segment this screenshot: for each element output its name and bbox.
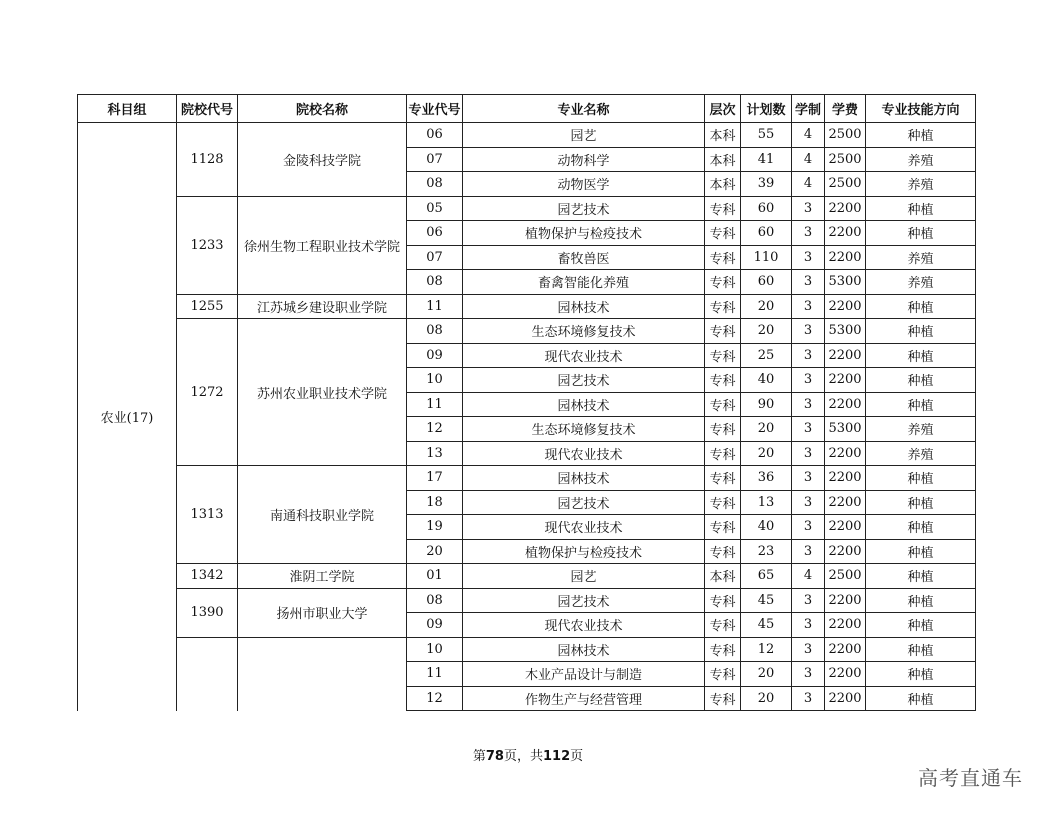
years-cell: 4 [792,147,825,172]
school-name-cell [238,637,407,711]
skill-direction-cell: 养殖 [866,172,976,197]
school-code-cell: 1390 [177,588,238,637]
plan-count-cell: 20 [741,686,792,711]
header-tuition: 学费 [825,95,866,123]
major-name-cell: 植物保护与检疫技术 [463,221,705,246]
skill-direction-cell: 种植 [866,515,976,540]
major-code-cell: 12 [407,686,463,711]
header-level: 层次 [705,95,741,123]
plan-count-cell: 90 [741,392,792,417]
major-name-cell: 植物保护与检疫技术 [463,539,705,564]
level-cell: 专科 [705,662,741,687]
tuition-cell: 2200 [825,221,866,246]
skill-direction-cell: 种植 [866,196,976,221]
years-cell: 3 [792,539,825,564]
header-row [78,95,976,123]
major-code-cell: 08 [407,270,463,295]
years-cell: 3 [792,221,825,246]
header-school-name: 院校名称 [238,95,407,123]
table-row [78,588,976,613]
major-code-cell: 08 [407,588,463,613]
major-code-cell: 13 [407,441,463,466]
major-code-cell: 11 [407,392,463,417]
major-code-cell: 11 [407,662,463,687]
footer-suffix: 页 [570,749,584,764]
skill-direction-cell: 种植 [866,123,976,148]
tuition-cell: 2200 [825,686,866,711]
header-major-name: 专业名称 [463,95,705,123]
tuition-cell: 2200 [825,245,866,270]
school-code-cell: 1233 [177,196,238,294]
plan-count-cell: 23 [741,539,792,564]
plan-count-cell: 40 [741,515,792,540]
plan-count-cell: 110 [741,245,792,270]
plan-count-cell: 60 [741,196,792,221]
years-cell: 4 [792,123,825,148]
plan-count-cell: 36 [741,466,792,491]
major-name-cell: 现代农业技术 [463,613,705,638]
level-cell: 专科 [705,686,741,711]
plan-count-cell: 20 [741,417,792,442]
plan-count-cell: 25 [741,343,792,368]
level-cell: 专科 [705,613,741,638]
years-cell: 3 [792,196,825,221]
tuition-cell: 5300 [825,417,866,442]
school-name-cell: 苏州农业职业技术学院 [238,319,407,466]
school-code-cell: 1128 [177,123,238,197]
major-name-cell: 动物科学 [463,147,705,172]
years-cell: 3 [792,588,825,613]
skill-direction-cell: 养殖 [866,270,976,295]
years-cell: 3 [792,245,825,270]
tuition-cell: 2200 [825,294,866,319]
table-row [78,123,976,148]
years-cell: 3 [792,343,825,368]
level-cell: 本科 [705,147,741,172]
skill-direction-cell: 种植 [866,368,976,393]
header-skill-direction: 专业技能方向 [866,95,976,123]
plan-count-cell: 12 [741,637,792,662]
years-cell: 3 [792,662,825,687]
major-name-cell: 园艺技术 [463,368,705,393]
tuition-cell: 2200 [825,466,866,491]
plan-count-cell: 65 [741,564,792,589]
major-code-cell: 10 [407,368,463,393]
major-code-cell: 11 [407,294,463,319]
level-cell: 专科 [705,196,741,221]
years-cell: 3 [792,294,825,319]
major-name-cell: 园艺技术 [463,196,705,221]
tuition-cell: 2200 [825,662,866,687]
major-name-cell: 园艺技术 [463,588,705,613]
major-name-cell: 现代农业技术 [463,343,705,368]
major-code-cell: 06 [407,221,463,246]
plan-count-cell: 45 [741,588,792,613]
level-cell: 专科 [705,221,741,246]
major-name-cell: 园艺 [463,123,705,148]
level-cell: 专科 [705,588,741,613]
tuition-cell: 2200 [825,368,866,393]
skill-direction-cell: 种植 [866,490,976,515]
plan-count-cell: 39 [741,172,792,197]
school-name-cell: 金陵科技学院 [238,123,407,197]
level-cell: 专科 [705,490,741,515]
current-page-number: 78 [485,749,504,764]
table-row [78,319,976,344]
skill-direction-cell: 养殖 [866,147,976,172]
school-name-cell: 南通科技职业学院 [238,466,407,564]
skill-direction-cell: 种植 [866,686,976,711]
tuition-cell: 2500 [825,123,866,148]
skill-direction-cell: 种植 [866,466,976,491]
skill-direction-cell: 种植 [866,343,976,368]
school-code-cell: 1342 [177,564,238,589]
school-code-cell: 1272 [177,319,238,466]
major-name-cell: 木业产品设计与制造 [463,662,705,687]
plan-count-cell: 20 [741,662,792,687]
table-row [78,564,976,589]
level-cell: 专科 [705,319,741,344]
footer-mid: 页，共 [503,749,543,764]
major-name-cell: 园艺 [463,564,705,589]
subject-group-cell: 农业(17) [78,123,177,711]
school-code-cell: 1255 [177,294,238,319]
page-footer [0,745,1056,764]
years-cell: 3 [792,490,825,515]
level-cell: 专科 [705,392,741,417]
years-cell: 3 [792,417,825,442]
tuition-cell: 2200 [825,637,866,662]
level-cell: 专科 [705,441,741,466]
major-name-cell: 园林技术 [463,637,705,662]
level-cell: 专科 [705,343,741,368]
school-name-cell: 淮阴工学院 [238,564,407,589]
plan-count-cell: 41 [741,147,792,172]
plan-count-cell: 55 [741,123,792,148]
header-subject-group: 科目组 [78,95,177,123]
skill-direction-cell: 种植 [866,588,976,613]
skill-direction-cell: 种植 [866,613,976,638]
skill-direction-cell: 种植 [866,539,976,564]
skill-direction-cell: 种植 [866,392,976,417]
plan-count-cell: 60 [741,270,792,295]
major-code-cell: 06 [407,123,463,148]
years-cell: 3 [792,613,825,638]
tuition-cell: 2200 [825,343,866,368]
level-cell: 专科 [705,515,741,540]
years-cell: 3 [792,637,825,662]
tuition-cell: 2500 [825,564,866,589]
skill-direction-cell: 种植 [866,221,976,246]
tuition-cell: 2200 [825,196,866,221]
major-name-cell: 园林技术 [463,466,705,491]
school-code-cell: 1313 [177,466,238,564]
level-cell: 专科 [705,466,741,491]
years-cell: 3 [792,441,825,466]
years-cell: 4 [792,564,825,589]
footer-prefix: 第 [472,749,486,764]
level-cell: 专科 [705,637,741,662]
skill-direction-cell: 种植 [866,319,976,344]
skill-direction-cell: 种植 [866,564,976,589]
major-name-cell: 畜禽智能化养殖 [463,270,705,295]
level-cell: 专科 [705,245,741,270]
tuition-cell: 2200 [825,515,866,540]
skill-direction-cell: 养殖 [866,417,976,442]
tuition-cell: 2200 [825,613,866,638]
level-cell: 专科 [705,368,741,393]
table-row [78,637,976,662]
major-name-cell: 动物医学 [463,172,705,197]
tuition-cell: 2200 [825,392,866,417]
skill-direction-cell: 养殖 [866,245,976,270]
major-code-cell: 18 [407,490,463,515]
years-cell: 3 [792,515,825,540]
level-cell: 专科 [705,294,741,319]
plan-count-cell: 20 [741,319,792,344]
major-name-cell: 现代农业技术 [463,515,705,540]
major-code-cell: 12 [407,417,463,442]
major-code-cell: 19 [407,515,463,540]
major-code-cell: 17 [407,466,463,491]
major-code-cell: 08 [407,172,463,197]
tuition-cell: 5300 [825,319,866,344]
header-school-code: 院校代号 [177,95,238,123]
major-name-cell: 生态环境修复技术 [463,417,705,442]
level-cell: 本科 [705,123,741,148]
header-plan-count: 计划数 [741,95,792,123]
major-code-cell: 10 [407,637,463,662]
table-row [78,196,976,221]
plan-count-cell: 20 [741,441,792,466]
major-code-cell: 20 [407,539,463,564]
years-cell: 3 [792,270,825,295]
major-code-cell: 08 [407,319,463,344]
school-name-cell: 徐州生物工程职业技术学院 [238,196,407,294]
school-name-cell: 江苏城乡建设职业学院 [238,294,407,319]
major-name-cell: 生态环境修复技术 [463,319,705,344]
years-cell: 4 [792,172,825,197]
level-cell: 本科 [705,172,741,197]
plan-count-cell: 40 [741,368,792,393]
tuition-cell: 2200 [825,588,866,613]
school-name-cell: 扬州市职业大学 [238,588,407,637]
plan-count-cell: 13 [741,490,792,515]
major-code-cell: 07 [407,147,463,172]
tuition-cell: 2200 [825,441,866,466]
header-years: 学制 [792,95,825,123]
table-row [78,466,976,491]
level-cell: 专科 [705,270,741,295]
years-cell: 3 [792,466,825,491]
skill-direction-cell: 种植 [866,662,976,687]
watermark-text: 高考直通车 [918,766,1023,790]
tuition-cell: 2500 [825,147,866,172]
major-code-cell: 09 [407,343,463,368]
tuition-cell: 5300 [825,270,866,295]
major-code-cell: 07 [407,245,463,270]
plan-count-cell: 20 [741,294,792,319]
years-cell: 3 [792,319,825,344]
major-code-cell: 09 [407,613,463,638]
level-cell: 本科 [705,564,741,589]
major-name-cell: 园林技术 [463,392,705,417]
major-name-cell: 现代农业技术 [463,441,705,466]
major-name-cell: 园艺技术 [463,490,705,515]
major-code-cell: 05 [407,196,463,221]
level-cell: 专科 [705,539,741,564]
tuition-cell: 2200 [825,490,866,515]
level-cell: 专科 [705,417,741,442]
years-cell: 3 [792,392,825,417]
skill-direction-cell: 种植 [866,637,976,662]
enrollment-plan-table [77,94,976,711]
skill-direction-cell: 种植 [866,294,976,319]
tuition-cell: 2200 [825,539,866,564]
table-row [78,294,976,319]
major-name-cell: 畜牧兽医 [463,245,705,270]
header-major-code: 专业代号 [407,95,463,123]
plan-count-cell: 60 [741,221,792,246]
table-body [78,123,976,711]
skill-direction-cell: 养殖 [866,441,976,466]
major-code-cell: 01 [407,564,463,589]
school-code-cell [177,637,238,711]
years-cell: 3 [792,686,825,711]
tuition-cell: 2500 [825,172,866,197]
total-page-number: 112 [542,749,571,764]
major-name-cell: 作物生产与经营管理 [463,686,705,711]
years-cell: 3 [792,368,825,393]
plan-count-cell: 45 [741,613,792,638]
major-name-cell: 园林技术 [463,294,705,319]
